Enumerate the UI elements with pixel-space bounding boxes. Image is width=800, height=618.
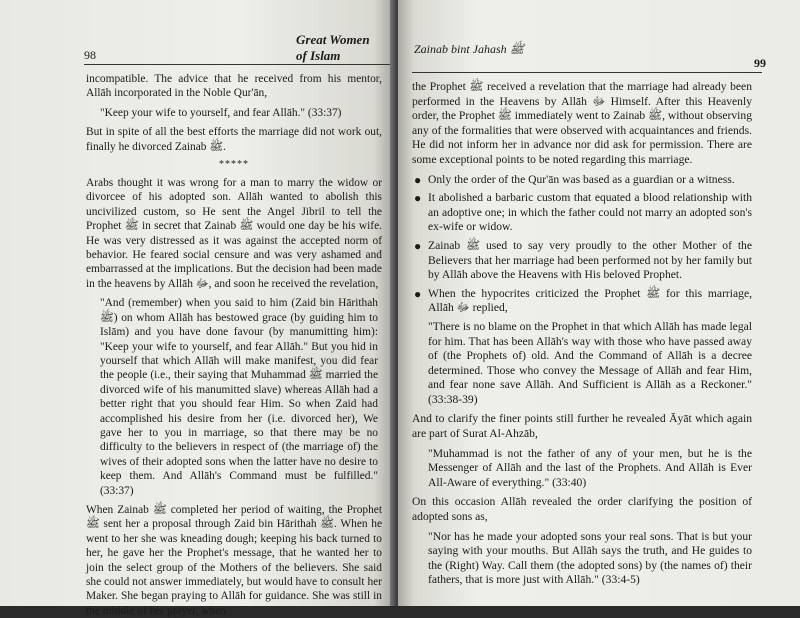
bullet-icon: ●	[414, 238, 422, 253]
right-paragraph: And to clarify the finer points still further he revealed Āyāt which again are part of Surat Al-Ahzāb,	[412, 412, 752, 441]
list-item: ● When the hypocrites criticized the Prophet ﷺ for this marriage, Allāh ﷻ replied,	[414, 286, 753, 315]
right-quote: "Muhammad is not the father of any of your men, but he is the Messenger of Allāh and the last of the Prophets. And Allāh is Ever All-Aware of everything." (33:40)	[428, 446, 752, 489]
left-page	[0, 0, 398, 617]
bullet-icon: ●	[414, 286, 422, 301]
left-paragraph: Arabs thought it was wrong for a man to marry the widow or divorcee of his adopted son. Allāh wanted to abolish this uncivilized custom, so He sent the Angel Jibril to tell the Prophet ﷺ in secret that Zainab ﷺ would one day be his wife. He was very distressed as it was against the accepted norm of behavior. He feared social censure and was very ashamed and embarrassed at the implications. But the decision had been made in the heavens by Allāh ﷻ, and soon he received the revelation,	[86, 177, 382, 290]
bullet-icon: ●	[414, 191, 422, 206]
right-paragraph: On this occasion Allāh revealed the order clarifying the position of adopted sons as,	[412, 495, 752, 524]
left-quote: "And (remember) when you said to him (Zaid bin Hārithah ﷺ) on whom Allāh has bestowed grace (by guiding him to Islām) and you have done favour (by manumitting him): "Keep your wife to yourself, and fear Allāh." But you hid in yourself that which Allāh will make manifest, you did fear the people (i.e., their saying that Muhammad ﷺ married the divorced wife of his manumitted slave) whereas Allāh had a better right that you should fear Him. So when Zaid had accomplished his desire from her (i.e. divorced her), We gave her to you in marriage, so that there may be no difficulty to the believers in respect of (the marriage of) the wives of their adopted sons when the latter have no desire to keep them. And Allāh's Command must be fulfilled." (33:37)	[100, 297, 378, 497]
left-paragraph: incompatible. The advice that he received from his mentor, Allāh incorporated in the Noble Qur'ān,	[86, 73, 382, 100]
left-quote: "Keep your wife to yourself, and fear Allāh." (33:37)	[100, 106, 342, 119]
right-quote: "There is no blame on the Prophet in that which Allāh has made legal for him. That has been Allāh's way with those who have passed away of (the Prophets of) old. And the Command of Allāh is a decree determined. Those who convey the Message of Allāh and fear Him, and fear none save Allāh. And Sufficient is Allāh as a Reckoner." (33:38-39)	[428, 319, 752, 406]
right-page	[398, 0, 800, 606]
left-running-head	[84, 32, 382, 63]
right-page-number: 99	[754, 56, 766, 70]
right-running-head	[412, 40, 766, 70]
exceptional-points-list	[412, 173, 752, 316]
left-paragraph: But in spite of all the best efforts the marriage did not work out, finally he divorced Zainab ﷺ.	[86, 126, 382, 153]
list-item: ● Only the order of the Qur'ān was based as a guardian or a witness.	[414, 172, 735, 187]
section-divider-stars: *****	[219, 159, 249, 171]
bullet-icon: ●	[414, 172, 422, 187]
right-intro-paragraph: the Prophet ﷺ received a revelation that the marriage had already been performed in the Heavens by Allāh ﷻ Himself. After this Heavenly order, the Prophet ﷺ immediately went to Zainab ﷺ, without observing any of the formalities that were observed with acquaintances and friends. He did not inform her in advance nor did ask for permission. There are some exceptional points to be noted regarding this marriage.	[412, 80, 753, 166]
right-quote: "Nor has he made your adopted sons your real sons. That is but your saying with your mouths. But Allāh says the truth, and He guides to the (Right) Way. Call them (the adopted sons) by (the names of) their fathers, that is more just with Allāh." (33:4-5)	[428, 529, 752, 587]
left-page-number: 98	[84, 48, 96, 62]
right-running-title: Zainab bint Jahash ﷺ	[414, 42, 525, 56]
left-paragraph: When Zainab ﷺ completed her period of waiting, the Prophet ﷺ sent her a proposal through Zaid bin Hārithah ﷺ. When he went to her she was kneading dough; keeping his back turned to her, he gave her the Prophet's message, that he wanted her to join the select group of the Mothers of the believers. She said she could not answer immediately, but would have to consult her Maker. She began praying to Allāh for guidance. She was still in the middle of her prayer, when	[86, 503, 382, 617]
left-page-body	[86, 72, 382, 618]
left-running-title: Great Women of Islam	[296, 32, 370, 63]
list-item: ● Zainab ﷺ used to say very proudly to the other Mother of the Believers that her marriage had been performed not by her family but by Allāh above the Heavens with His beloved Prophet.	[414, 238, 752, 282]
right-page-body	[412, 80, 752, 588]
list-item: ● It abolished a barbaric custom that equated a blood relationship with an adoptive one; in which the father could not marry an adopted son's ex-wife or widow.	[414, 191, 752, 234]
